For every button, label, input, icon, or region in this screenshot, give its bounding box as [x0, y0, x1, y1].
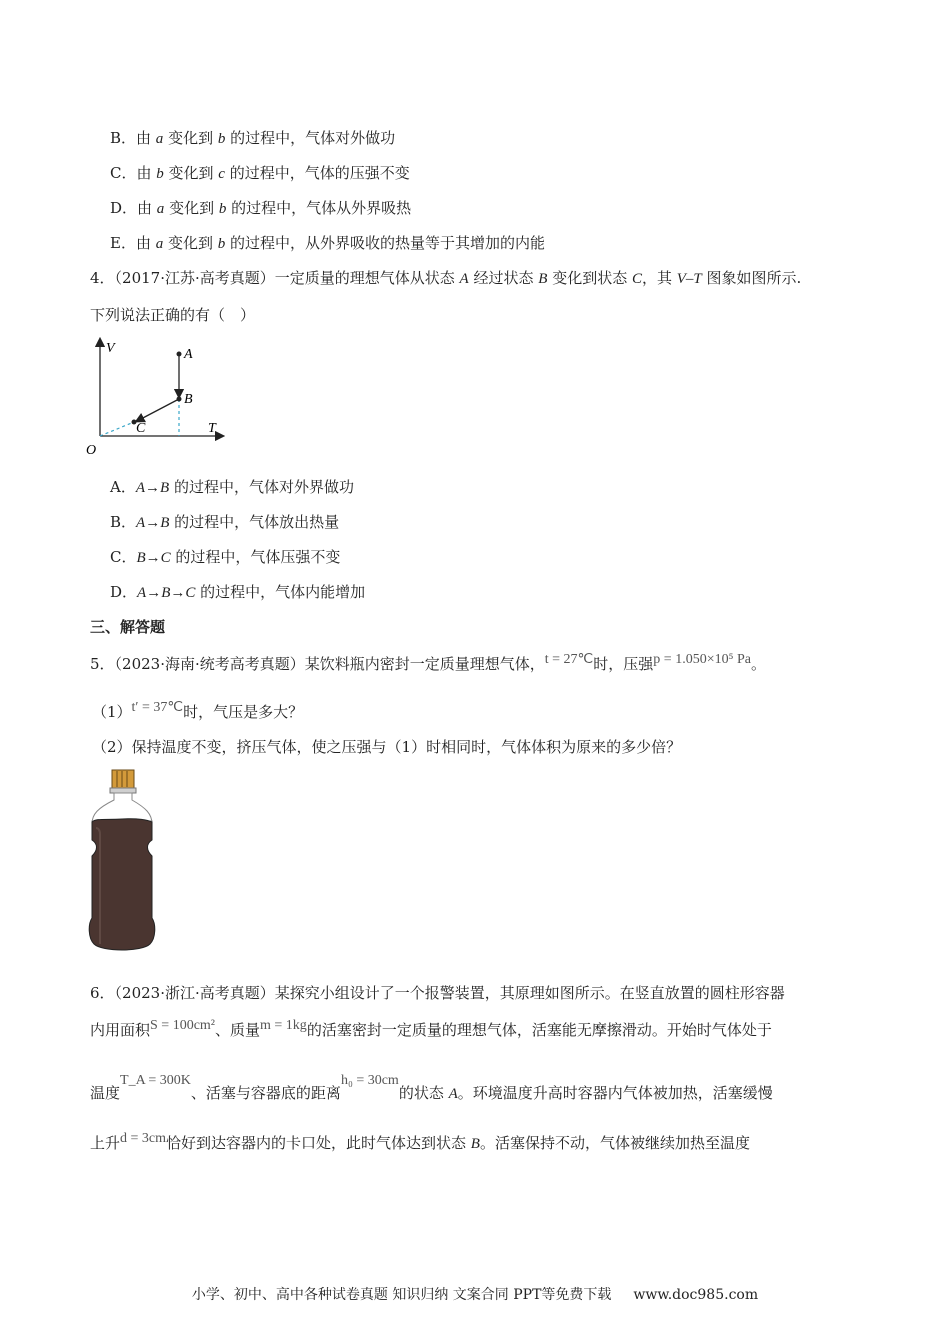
point-c-label: C	[136, 421, 146, 436]
q4-stem: 4．（2017·江苏·高考真题）一定质量的理想气体从状态 A 经过状态 B 变化到状态 C，其 V–T 图象如图所示.	[90, 269, 802, 287]
q4-option-d: D．A→B→C 的过程中，气体内能增加	[110, 583, 366, 601]
origin-label: O	[86, 443, 97, 458]
point-a	[177, 352, 182, 357]
q6-stem-line4: 上升d = 3cm恰好到达容器内的卡口处，此时气体达到状态 B。活塞保持不动，气体被继续加热至温度	[90, 1131, 750, 1152]
q6-stem-line1: 6．（2023·浙江·高考真题）某探究小组设计了一个报警装置，其原理如图所示。在竖直放置的圆柱形容器	[90, 984, 785, 1002]
point-b	[177, 397, 182, 402]
path-b-c	[139, 399, 179, 420]
q5-sub2: （2）保持温度不变，挤压气体，使之压强与（1）时相同时，气体体积为原来的多少倍？	[92, 738, 682, 756]
section-heading: 三、解答题	[90, 618, 166, 636]
q6-stem-line2: 内用面积S = 100cm²、质量m = 1kg的活塞密封一定质量的理想气体，活塞能无摩擦滑动。开始时气体处于	[90, 1018, 772, 1039]
q4-option-b: B．A→B 的过程中，气体放出热量	[110, 513, 340, 531]
vt-graph	[84, 336, 234, 460]
q3-option-e: E．由 a 变化到 b 的过程中，从外界吸收的热量等于其增加的内能	[110, 234, 546, 252]
point-b-label: B	[184, 392, 193, 407]
q4-stem-line2: 下列说法正确的有（ ）	[90, 306, 256, 324]
footer-text: 小学、初中、高中各种试卷真题 知识归纳 文案合同 PPT等免费下载	[191, 1287, 612, 1303]
q6-stem-line3: 温度T_A = 300K、活塞与容器底的距离h₀ = 30cm的状态 A。环境温度升高时容器内气体被加热，活塞缓慢	[90, 1073, 773, 1102]
point-a-label: A	[184, 347, 193, 362]
footer-url[interactable]: www.doc985.com	[633, 1287, 759, 1303]
q5-sub1: （1）t′ = 37℃时，气压是多大？	[92, 700, 304, 721]
q3-option-d: D．由 a 变化到 b 的过程中，气体从外界吸热	[110, 199, 412, 217]
dashed-oc	[100, 422, 134, 436]
v-axis-label: V	[106, 341, 115, 356]
q5-stem: 5．（2023·海南·统考高考真题）某饮料瓶内密封一定质量理想气体，t = 27℃时，压强p = 1.050×10⁵ Pa。	[90, 652, 766, 673]
q4-option-c: C．B→C 的过程中，气体压强不变	[110, 548, 341, 566]
bottle-image	[86, 768, 158, 954]
q3-option-b: B．由 a 变化到 b 的过程中，气体对外做功	[110, 129, 396, 147]
q3-option-c: C．由 b 变化到 c 的过程中，气体的压强不变	[110, 164, 410, 182]
q4-option-a: A．A→B 的过程中，气体对外界做功	[110, 478, 354, 496]
t-axis-label: T	[208, 421, 216, 436]
footer	[0, 1284, 950, 1304]
